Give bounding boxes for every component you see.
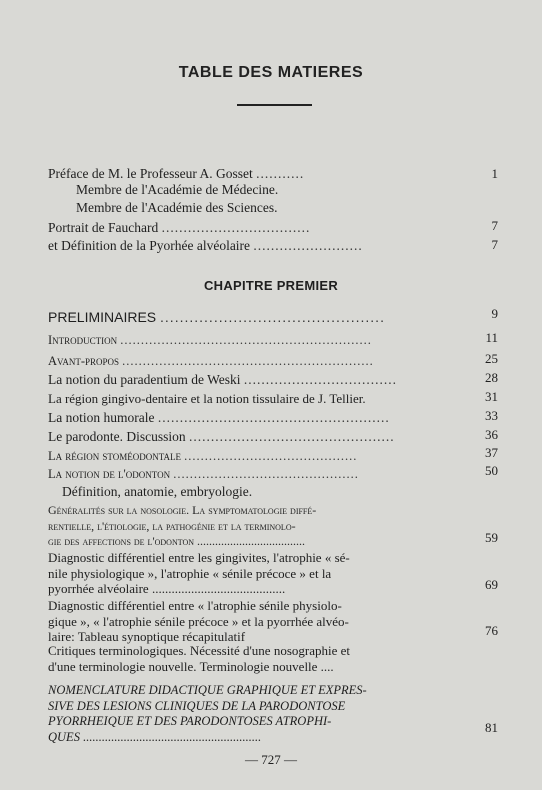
entry-page: 11 <box>485 330 498 345</box>
entry-page: 36 <box>485 427 498 442</box>
entry-page: 25 <box>485 351 498 366</box>
toc-entry <box>62 484 532 500</box>
block-line: Diagnostic différentiel entre « l'atrophie sénile physiolo- <box>48 598 342 613</box>
toc-entry <box>48 429 518 445</box>
toc-entry <box>48 448 518 464</box>
entry-page: 1 <box>491 166 498 181</box>
block-line: PYORRHEIQUE ET DES PARODONTOSES ATROPHI- <box>48 714 332 728</box>
entry-dots: .......................................... <box>184 449 358 463</box>
toc-entry <box>48 410 518 426</box>
entry-page: 81 <box>485 720 498 735</box>
toc-subline: Membre de l'Académie de Médecine. <box>76 182 279 197</box>
block-line: Critiques terminologiques. Nécessité d'une nosographie et <box>48 643 350 658</box>
entry-page: 7 <box>491 218 498 233</box>
block-line: QUES ......................................................... <box>48 729 262 744</box>
entry-label: La notion du paradentium de Weski <box>48 372 241 387</box>
entry-page: 31 <box>485 389 498 404</box>
toc-entry <box>48 309 518 325</box>
entry-label: Introduction <box>48 333 118 347</box>
entry-dots: ........... <box>256 166 305 181</box>
entry-dots: ..................................................... <box>157 410 390 425</box>
entry-label: PRELIMINAIRES <box>48 309 157 325</box>
block-line: Diagnostic différentiel entre les gingivites, l'atrophie « sé- <box>48 550 350 565</box>
toc-block <box>48 503 448 550</box>
entry-label: Le parodonte. Discussion <box>48 429 186 444</box>
block-line: NOMENCLATURE DIDACTIQUE GRAPHIQUE ET EXPRES- <box>48 683 367 697</box>
block-line: gique », « l'atrophie sénile précoce » et la pyorrhée alvéo- <box>48 613 349 629</box>
entry-page: 33 <box>485 408 498 423</box>
block-line: SIVE DES LESIONS CLINIQUES DE LA PARODONTOSE <box>48 698 346 713</box>
entry-dots: ............................................................. <box>122 354 374 368</box>
entry-page: 28 <box>485 370 498 385</box>
page-number: — 727 — <box>245 752 297 767</box>
toc-entry-portrait <box>48 220 518 236</box>
entry-dots: ............................................. <box>173 467 359 481</box>
entry-label: Portrait de Fauchard <box>48 220 159 235</box>
entry-dots: ............................................... <box>188 429 395 444</box>
entry-label: Définition, anatomie, embryologie. <box>62 484 253 499</box>
toc-entry <box>48 372 518 388</box>
block-line: laire: Tableau synoptique récapitulatif <box>48 629 246 644</box>
toc-block <box>48 643 448 674</box>
toc-entry <box>48 391 518 407</box>
entry-page: 37 <box>485 445 498 460</box>
entry-page: 50 <box>485 463 498 478</box>
entry-label: La notion humorale <box>48 410 155 425</box>
entry-label: et Définition de la Pyorhée alvéolaire <box>48 238 251 253</box>
block-line: Généralités sur la nosologie. La symptomatologie diffé- <box>48 503 317 517</box>
block-line: gie des affections de l'odonton .................................... <box>48 534 306 548</box>
toc-subline: Membre de l'Académie des Sciences. <box>76 200 278 215</box>
block-line: d'une terminologie nouvelle. Terminologie nouvelle .... <box>48 658 334 674</box>
entry-dots: .................................. <box>161 220 311 235</box>
entry-page: 59 <box>485 530 498 545</box>
toc-entry <box>48 466 518 482</box>
toc-entry <box>48 353 518 369</box>
entry-label: Avant-propos <box>48 354 120 368</box>
entry-page: 76 <box>485 623 498 638</box>
toc-block <box>48 550 448 597</box>
chapter-heading: CHAPITRE PREMIER <box>203 278 339 293</box>
toc-entry-definition <box>48 238 518 254</box>
entry-label: La région gingivo-dentaire et la notion tissulaire de J. Tellier. <box>48 391 366 406</box>
entry-label: La notion de l'odonton <box>48 467 171 481</box>
entry-dots: .............................................. <box>160 309 385 325</box>
entry-label: La région stoméodontale <box>48 449 181 463</box>
entry-page: 7 <box>491 237 498 252</box>
toc-entry <box>48 332 518 348</box>
entry-page: 69 <box>485 577 498 592</box>
entry-label: Préface de M. le Professeur A. Gosset <box>48 166 253 181</box>
title-rule <box>237 104 312 106</box>
block-line: nile physiologique », l'atrophie « sénile précoce » et la <box>48 565 332 581</box>
toc-block <box>48 683 448 745</box>
block-line: pyorrhée alvéolaire ......................................... <box>48 581 286 596</box>
entry-page: 9 <box>491 306 498 321</box>
entry-dots: ......................... <box>253 238 363 253</box>
toc-entry-preface <box>48 166 518 182</box>
entry-dots: ................................... <box>243 372 397 387</box>
block-line: rentielle, l'étiologie, la pathogénie et la terminolo- <box>48 518 296 533</box>
entry-dots: ............................................................. <box>120 333 372 347</box>
toc-block <box>48 598 448 645</box>
page-title: TABLE DES MATIERES <box>178 64 364 81</box>
